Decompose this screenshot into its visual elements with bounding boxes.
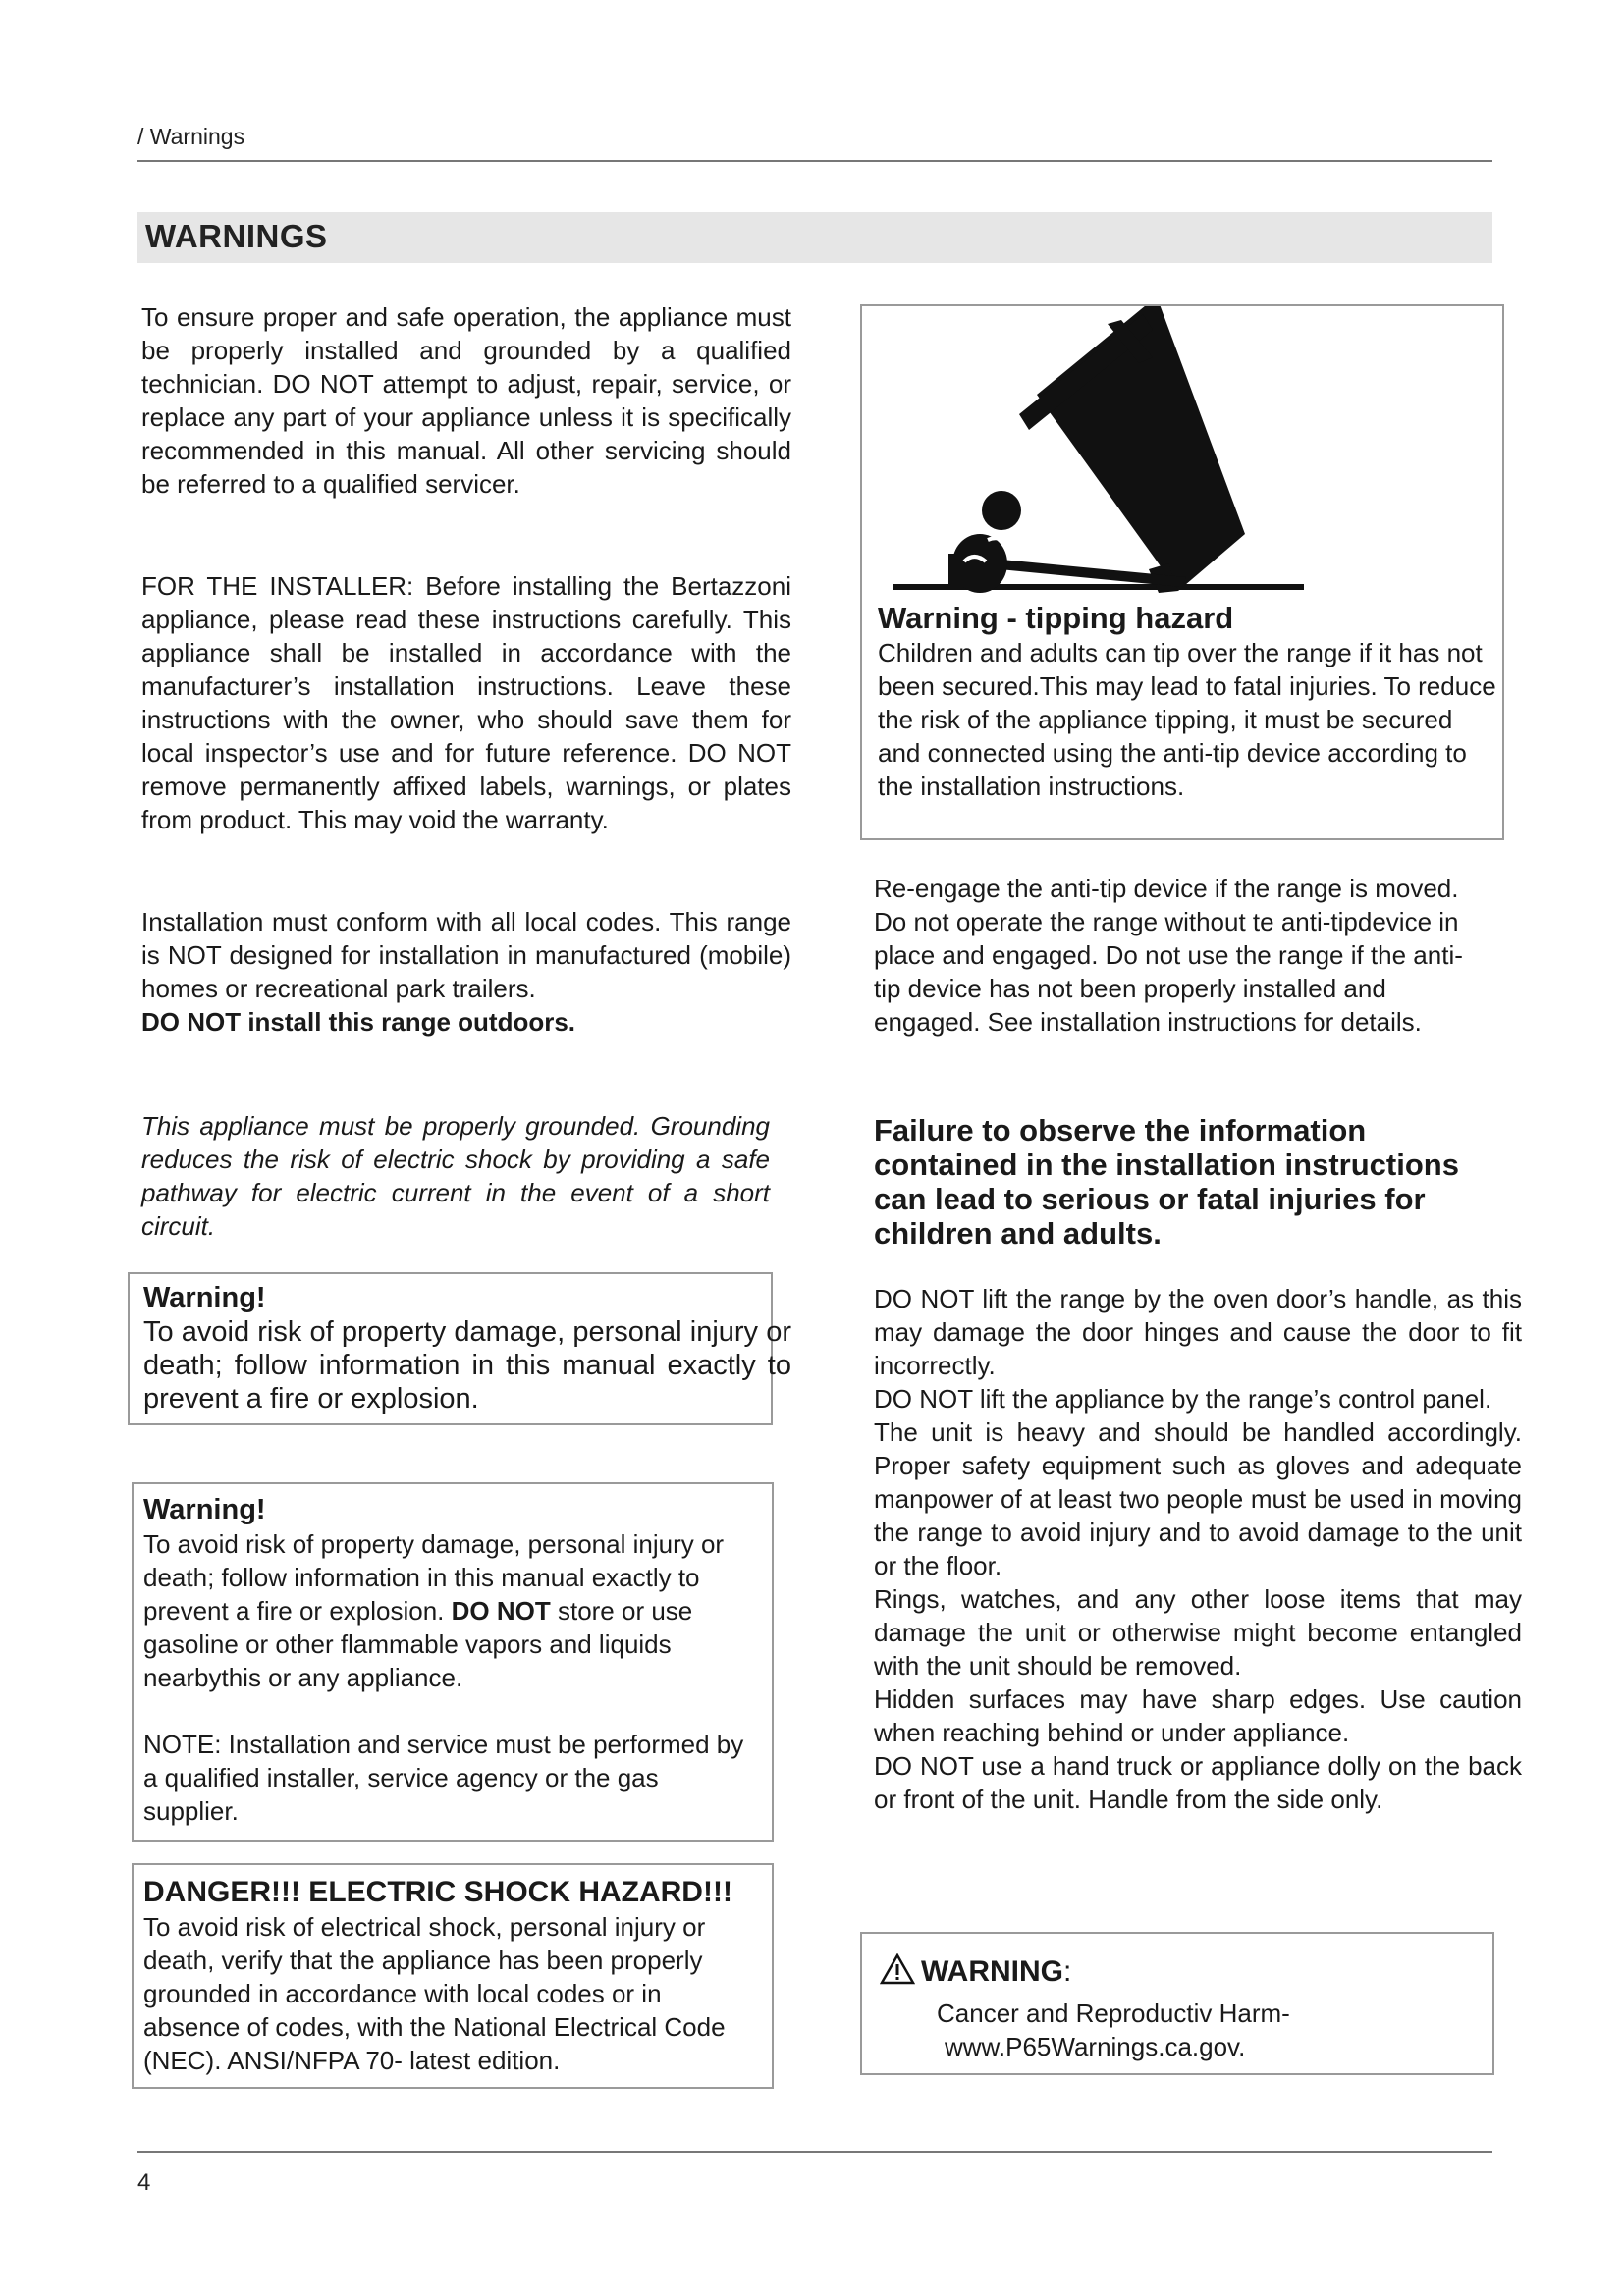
handling-item: Hidden surfaces may have sharp edges. Use caution when reaching behind or under appliance. (874, 1684, 1522, 1747)
gasoline-text-a: To avoid risk of property damage, personal injury or death; follow information in this manual exactly to prevent a fire or explosion. (143, 1529, 725, 1626)
p65-link: www.P65Warnings.ca.gov. (945, 2032, 1246, 2061)
handling-item: The unit is heavy and should be handled accordingly. Proper safety equipment such as gloves and adequate manpower of at least two people must be used in moving the range to avoid injury and to avoid damage to the unit or the floor. (874, 1417, 1522, 1580)
warning-box-fire-text: To avoid risk of property damage, personal injury or death; follow information in this manual exactly to prevent a fire or explosion. (143, 1316, 791, 1415)
p65-line1: Cancer and Reproductiv Harm- (937, 1999, 1290, 2028)
danger-box-text: To avoid risk of electrical shock, personal injury or death, verify that the appliance has been properly grounded in accordance with local codes or in absence of codes, with the National Electrical Code (NEC). ANSI/NFPA 70- latest edition. (143, 1912, 726, 2075)
tipping-hazard-content (878, 601, 1496, 803)
warning-triangle-icon (880, 1953, 915, 1985)
handling-instructions (874, 1282, 1522, 1816)
handling-item: DO NOT use a hand truck or appliance dolly on the back or front of the unit. Handle from the side only. (874, 1751, 1522, 1814)
breadcrumb: / Warnings (137, 124, 245, 149)
codes-paragraph (141, 905, 791, 1039)
warning-box-gasoline-title: Warning! (143, 1494, 266, 1525)
failure-warning-heading: Failure to observe the information contained in the installation instructions can lead to serious or fatal injuries for children and adults. (874, 1113, 1459, 1251)
handling-item: DO NOT lift the range by the oven door’s handle, as this may damage the door hinges and cause the door to fit incorrectly. (874, 1284, 1522, 1380)
tipping-hazard-text: Children and adults can tip over the range if it has not been secured.This may lead to fatal injuries. To reduce the risk of the appliance tipping, it must be secured and connected using the anti-tip device according to the installation instructions. (878, 638, 1496, 801)
footer-divider (137, 2151, 1492, 2153)
warning-box-fire-title: Warning! (143, 1282, 266, 1313)
outdoors-warning: DO NOT install this range outdoors. (141, 1007, 576, 1037)
gasoline-text-b: store or use gasoline or other flammable vapors and liquids nearbythis or any appliance. (143, 1596, 693, 1692)
p65-colon: : (1063, 1955, 1072, 1988)
p65-warning-box (860, 1932, 1494, 2075)
reengage-paragraph: Re-engage the anti-tip device if the range is moved. Do not operate the range without te anti-tipdevice in place and engaged. Do not use the range if the anti-tip device has not been properly installed and engaged. See installation instructions for details. (874, 874, 1463, 1037)
p65-text (937, 1997, 1290, 2063)
warning-box-gasoline-text (143, 1527, 760, 1694)
grounding-note: This appliance must be properly grounded. Grounding reduces the risk of electric shock by providing a safe pathway for electric current in the event of a short circuit. (141, 1111, 770, 1241)
gasoline-do-not: DO NOT (451, 1596, 551, 1626)
danger-box-title: DANGER!!! ELECTRIC SHOCK HAZARD!!! (143, 1876, 732, 1908)
installation-note: NOTE: Installation and service must be performed by a qualified installer, service agency or the gas supplier. (143, 1730, 744, 1826)
warning-box-fire (128, 1272, 791, 1425)
tipping-hazard-box (860, 304, 1504, 840)
p65-label-line (921, 1955, 1071, 1989)
p65-warning-label: WARNING (921, 1955, 1063, 1988)
page-title: WARNINGS (145, 218, 328, 254)
handling-item: Rings, watches, and any other loose items that may damage the unit or otherwise might become entangled with the unit should be removed. (874, 1584, 1522, 1681)
header-divider (137, 160, 1492, 162)
codes-text: Installation must conform with all local codes. This range is NOT designed for installation in manufactured (mobile) homes or recreational park trailers. (141, 907, 791, 1003)
installer-paragraph: FOR THE INSTALLER: Before installing the Bertazzoni appliance, please read these instructions carefully. This appliance shall be installed in accordance with the manufacturer’s installation instructions. Leave these instructions with the owner, who should save them for local inspector’s use and for future reference. DO NOT remove permanently affixed labels, warnings, or plates from product. This may void the warranty. (141, 571, 791, 834)
tipping-hazard-title: Warning - tipping hazard (878, 601, 1234, 635)
warning-box-gasoline (132, 1482, 774, 1842)
tipping-hazard-pictogram (862, 306, 1502, 601)
handling-item: DO NOT lift the appliance by the range’s control panel. (874, 1384, 1492, 1414)
intro-paragraph: To ensure proper and safe operation, the appliance must be properly installed and grounded by a qualified technician. DO NOT attempt to adjust, repair, service, or replace any part of your appliance unless it is specifically recommended in this manual. All other servicing should be referred to a qualified servicer. (141, 302, 791, 499)
section-title-bar (137, 212, 1492, 263)
danger-box (132, 1863, 774, 2089)
child-head (982, 491, 1021, 530)
page-number: 4 (137, 2169, 151, 2196)
